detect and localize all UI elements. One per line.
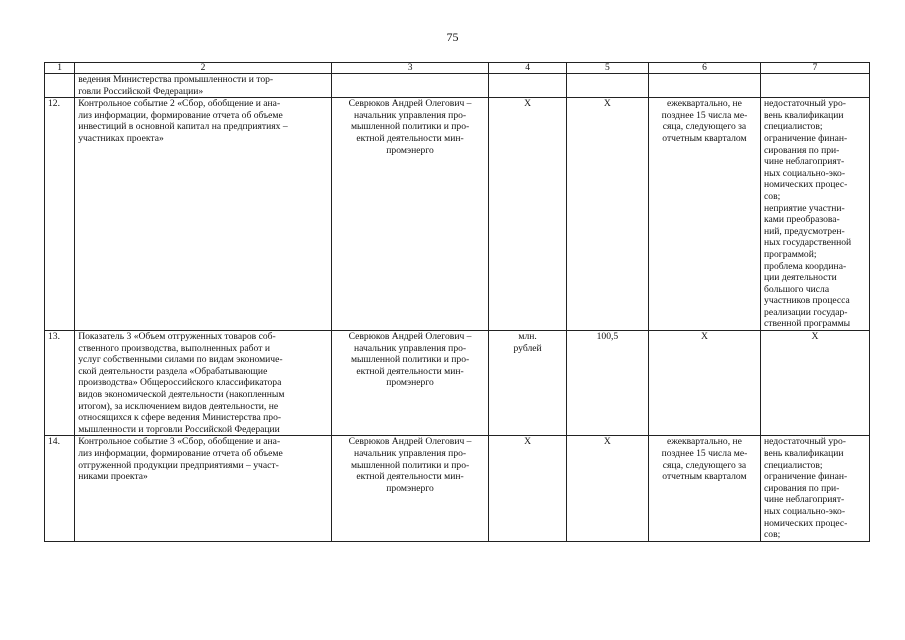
- row-number: [45, 74, 75, 98]
- column-header: 7: [761, 63, 870, 74]
- column-header: 6: [648, 63, 760, 74]
- item-name: Контрольное событие 3 «Сбор, обобщение и ана- лиз информации, формирование отчета об объеме отгруженной продукции предприятиями – участ- никами проекта»: [75, 436, 332, 541]
- deadline: ежеквартально, не позднее 15 числа ме- сяца, следующего за отчетным кварталом: [648, 98, 760, 331]
- column-header: 4: [489, 63, 567, 74]
- deadline: [648, 74, 760, 98]
- unit: Х: [489, 98, 567, 331]
- program-table: [44, 62, 870, 542]
- deadline: ежеквартально, не позднее 15 числа ме- сяца, следующего за отчетным кварталом: [648, 436, 760, 541]
- responsible-person: Севрюков Андрей Олегович – начальник управления про- мышленной политики и про- ектной деятельности мин- промэнерго: [331, 98, 488, 331]
- header-row: [45, 63, 870, 74]
- table-row: [45, 98, 870, 331]
- unit: [489, 74, 567, 98]
- unit: Х: [489, 436, 567, 541]
- row-number: 13.: [45, 331, 75, 436]
- responsible-person: Севрюков Андрей Олегович – начальник управления про- мышленной политики и про- ектной деятельности мин- промэнерго: [331, 436, 488, 541]
- table-row: [45, 74, 870, 98]
- column-header: 5: [566, 63, 648, 74]
- deadline: Х: [648, 331, 760, 436]
- responsible-person: [331, 74, 488, 98]
- item-name: Контрольное событие 2 «Сбор, обобщение и ана- лиз информации, формирование отчета об объеме инвестиций в основной капитал на предприятиях – участниках проекта»: [75, 98, 332, 331]
- risks: Х: [761, 331, 870, 436]
- item-name: ведения Министерства промышленности и тор- говли Российской Федерации»: [75, 74, 332, 98]
- risks: [761, 74, 870, 98]
- column-header: 1: [45, 63, 75, 74]
- row-number: 14.: [45, 436, 75, 541]
- risks: недостаточный уро- вень квалификации специалистов; ограничение финан- сирования по при- чине неблагоприят- ных социально-эко- номических процес- сов; неприятие участни- ками преобразова- ний, предусмотрен- ных государственной программой; проблема координа- ции деятельности большого числа участников процесса реализации государ- ственной программы: [761, 98, 870, 331]
- risks: недостаточный уро- вень квалификации специалистов; ограничение финан- сирования по при- чине неблагоприят- ных социально-эко- номических процес- сов;: [761, 436, 870, 541]
- column-header: 2: [75, 63, 332, 74]
- table-row: [45, 331, 870, 436]
- value: Х: [566, 436, 648, 541]
- value: [566, 74, 648, 98]
- responsible-person: Севрюков Андрей Олегович – начальник управления про- мышленной политики и про- ектной деятельности мин- промэнерго: [331, 331, 488, 436]
- value: Х: [566, 98, 648, 331]
- value: 100,5: [566, 331, 648, 436]
- item-name: Показатель 3 «Объем отгруженных товаров соб- ственного производства, выполненных работ и услуг собственными силами по видам экономиче- ской деятельности раздела «Обрабатывающие производства» Общероссийского классификатора видов экономической деятельности (накопленным итогом), за исключением видов деятельности, не относящихся к сфере ведения Министерства про- мышленности и торговли Российской Федерации: [75, 331, 332, 436]
- unit: млн. рублей: [489, 331, 567, 436]
- page-number: 75: [446, 30, 459, 44]
- row-number: 12.: [45, 98, 75, 331]
- column-header: 3: [331, 63, 488, 74]
- table-row: [45, 436, 870, 541]
